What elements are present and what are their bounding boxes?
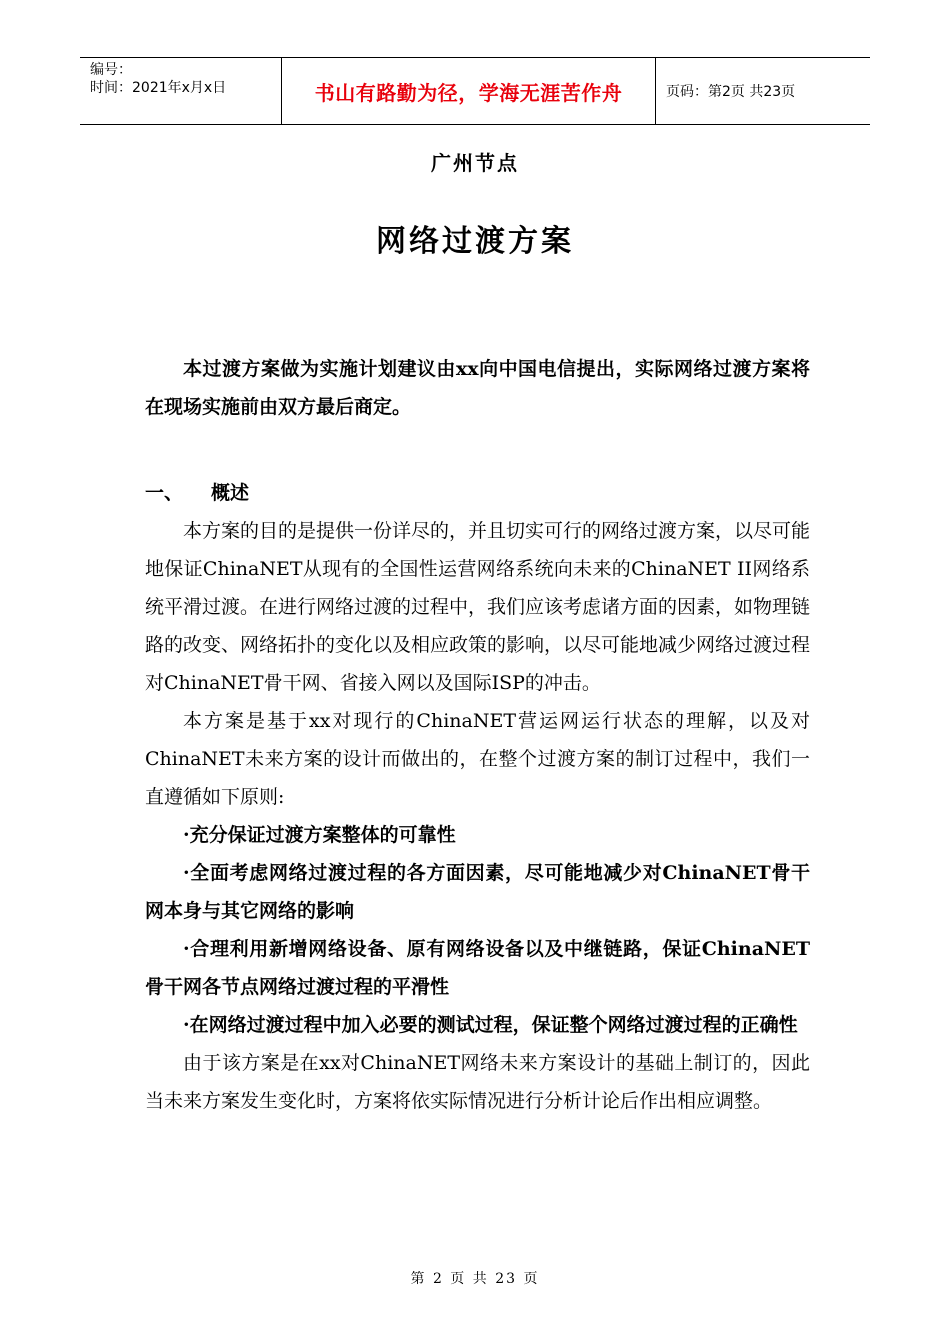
document-body: [145, 350, 810, 1120]
document-title: 网络过渡方案: [376, 224, 574, 259]
page-footer: 第 2 页 共 23 页: [410, 1271, 540, 1287]
principle-item: ·合理利用新增网络设备、原有网络设备以及中继链路，保证ChinaNET骨干网各节点网络过渡过程的平滑性: [145, 938, 810, 998]
intro-paragraph: 本过渡方案做为实施计划建议由xx向中国电信提出，实际网络过渡方案将在现场实施前由双方最后商定。: [145, 358, 810, 418]
page-header: [80, 57, 870, 125]
overview-paragraph-2: 本方案是基于xx对现行的ChinaNET营运网运行状态的理解，以及对ChinaNET未来方案的设计而做出的，在整个过渡方案的制订过程中，我们一直遵循如下原则:: [145, 710, 810, 808]
header-meta: [80, 58, 282, 124]
principle-item: ·全面考虑网络过渡过程的各方面因素，尽可能地减少对ChinaNET骨干网本身与其它网络的影响: [145, 862, 810, 922]
header-motto: 书山有路勤为径，学海无涯苦作舟: [314, 80, 623, 105]
header-motto-cell: [282, 58, 656, 124]
principle-item: ·充分保证过渡方案整体的可靠性: [183, 824, 456, 846]
section-number: 一、: [145, 482, 184, 504]
section-title: 概述: [211, 482, 250, 504]
section-heading: [145, 474, 810, 512]
document-time-label: 时间：2021年x月x日: [90, 80, 227, 96]
document-number-label: 编号：: [90, 62, 132, 78]
principle-item: ·在网络过渡过程中加入必要的测试过程，保证整个网络过渡过程的正确性: [183, 1014, 798, 1036]
overview-paragraph-3: 由于该方案是在xx对ChinaNET网络未来方案设计的基础上制订的，因此当未来方案发生变化时，方案将依实际情况进行分析计论后作出相应调整。: [145, 1052, 810, 1112]
header-page-info: 页码：第2页 共23页: [666, 84, 796, 100]
document-subtitle: 广州节点: [431, 151, 519, 175]
overview-paragraph-1: 本方案的目的是提供一份详尽的，并且切实可行的网络过渡方案，以尽可能地保证ChinaNET从现有的全国性运营网络系统向未来的ChinaNET II网络系统平滑过渡。在进行网络过渡的过程中，我们应该考虑诸方面的因素，如物理链路的改变、网络拓扑的变化以及相应政策的影响，以尽可能地减少网络过渡过程对ChinaNET骨干网、省接入网以及国际ISP的冲击。: [145, 520, 811, 694]
